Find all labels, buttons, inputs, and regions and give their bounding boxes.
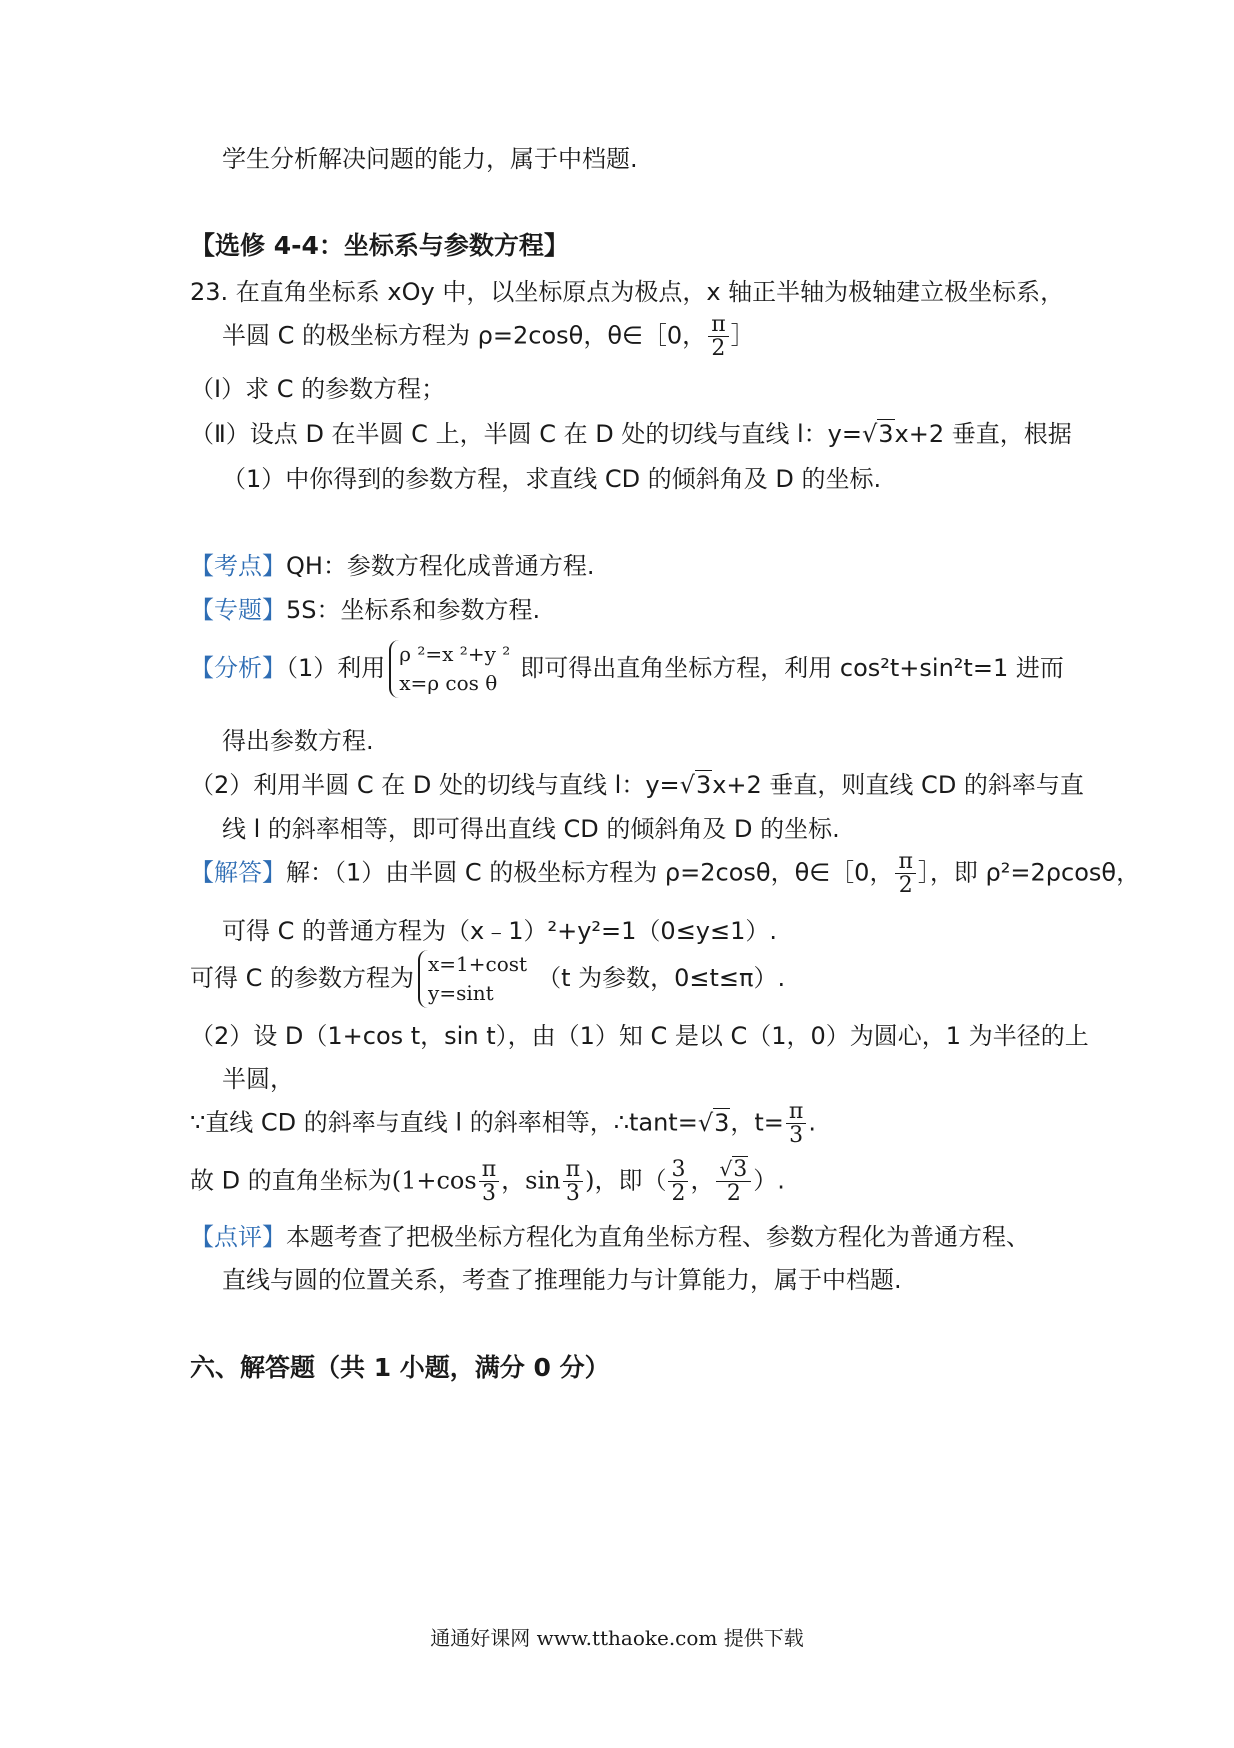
jieda-line-3-text: 可得 C 的参数方程为	[190, 964, 415, 992]
problem-part-2	[190, 420, 1072, 449]
coord-a: (1+cos	[391, 1166, 477, 1195]
jieda-line-6-text: ∵直线 CD 的斜率与直线 l 的斜率相等，∴tant=	[190, 1108, 698, 1137]
jieda-line-3	[190, 950, 785, 1008]
sqrt-3: √3	[861, 420, 894, 448]
problem-line-1: 23. 在直角坐标系 xOy 中，以坐标原点为极点，x 轴正半轴为极轴建立极坐标系，	[190, 278, 1065, 306]
jieda-line-7	[190, 1158, 785, 1205]
pi-over-3-fraction	[479, 1158, 499, 1205]
fraction-numerator: π	[786, 1100, 806, 1124]
fraction-numerator: π	[895, 850, 915, 874]
fraction-denominator: 2	[898, 873, 913, 899]
fenxi-line-4: 线 l 的斜率相等，即可得出直线 CD 的倾斜角及 D 的坐标.	[222, 815, 840, 843]
fraction-denominator: 2	[711, 336, 726, 362]
fraction-numerator	[716, 1158, 751, 1182]
fraction-denominator: 2	[726, 1181, 741, 1207]
problem-part-2-text: （Ⅱ）设点 D 在半圆 C 上，半圆 C 在 D 处的切线与直线 l：y=	[190, 420, 862, 448]
fraction-numerator: 3	[668, 1158, 688, 1182]
fenxi-line-3	[190, 771, 1084, 800]
dianping-line-1	[190, 1223, 1030, 1252]
page-footer: 通通好课网 www.tthaoke.com 提供下载	[430, 1626, 804, 1650]
jieda-line-6	[190, 1100, 816, 1147]
jieda-line-6-mid: ，t=	[730, 1108, 784, 1137]
fraction-denominator: 3	[565, 1181, 580, 1207]
sqrt3-over-2-fraction	[716, 1158, 751, 1205]
system-row-1: x=1+cost	[428, 952, 528, 976]
jieda-line-2: 可得 C 的普通方程为（x﹣1）²+y²=1（0≤y≤1）.	[222, 917, 778, 945]
zhuanti-text: 5S：坐标系和参数方程.	[286, 596, 541, 624]
fenxi-line-3-text: （2）利用半圆 C 在 D 处的切线与直线 l：y=	[190, 771, 680, 799]
fenxi-line-1	[190, 640, 1064, 698]
problem-part-2-tail: x+2 垂直，根据	[894, 420, 1072, 448]
jieda-line-5: 半圆，	[222, 1065, 294, 1093]
coord-b: ，sin	[501, 1166, 561, 1195]
fraction-numerator: π	[479, 1158, 499, 1182]
fenxi-line-3-tail: x+2 垂直，则直线 CD 的斜率与直	[712, 771, 1084, 799]
fraction-denominator: 3	[481, 1181, 496, 1207]
sqrt-3: √3	[697, 1108, 730, 1137]
coord-d: ，即（	[594, 1166, 667, 1195]
sqrt-3: √3	[679, 771, 712, 799]
fraction-numerator: π	[563, 1158, 583, 1182]
jieda-line-7-text: 故 D 的直角坐标为	[190, 1166, 392, 1195]
pi-over-3-fraction	[786, 1100, 806, 1147]
problem-line-2	[222, 313, 755, 360]
problem-part-1: （Ⅰ）求 C 的参数方程；	[190, 375, 446, 403]
kaodian-line	[190, 552, 595, 581]
dianping-line-1-text: 本题考查了把极坐标方程化为直角坐标方程、参数方程化为普通方程、	[286, 1223, 1030, 1251]
zhuanti-tag: 【专题】	[190, 596, 286, 624]
coord-c: )	[585, 1166, 595, 1195]
fenxi-pre: （1）利用	[286, 654, 386, 682]
fraction-denominator: 3	[789, 1123, 804, 1149]
kaodian-text: QH：参数方程化成普通方程.	[286, 552, 595, 580]
system-row-2: x=ρ cos θ	[399, 671, 498, 695]
fraction-denominator: 2	[671, 1181, 686, 1207]
fenxi-line-2: 得出参数方程.	[222, 727, 374, 755]
polar-conversion-system	[389, 640, 516, 698]
fenxi-post: 即可得出直角坐标方程，利用 cos²t+sin²t=1 进而	[520, 654, 1064, 682]
pi-over-2-fraction	[708, 313, 728, 360]
parametric-system	[418, 950, 533, 1008]
zhuanti-line	[190, 596, 540, 625]
sqrt-3: √3	[719, 1157, 748, 1182]
jieda-line-3-tail: （t 为参数，0≤t≤π）.	[537, 964, 786, 992]
problem-line-2-text: 半圆 C 的极坐标方程为 ρ=2cosθ，θ∈［0，	[222, 321, 707, 350]
section-6-title: 六、解答题（共 1 小题，满分 0 分）	[190, 1353, 610, 1382]
problem-line-2-close: ］	[730, 321, 755, 350]
fenxi-tag: 【分析】	[190, 654, 286, 682]
jieda-line-1-text: 解：（1）由半圆 C 的极坐标方程为 ρ=2cosθ，θ∈［0，	[286, 858, 894, 887]
dianping-line-2: 直线与圆的位置关系，考查了推理能力与计算能力，属于中档题.	[222, 1266, 902, 1294]
coord-f: ）.	[753, 1166, 785, 1195]
system-row-2: y=sint	[428, 981, 494, 1005]
jieda-line-1-tail: ］，即 ρ²=2ρcosθ，	[917, 858, 1141, 887]
jieda-tag: 【解答】	[190, 858, 286, 887]
three-halves-fraction	[668, 1158, 688, 1205]
dianping-tag: 【点评】	[190, 1223, 286, 1251]
pi-over-3-fraction	[563, 1158, 583, 1205]
system-row-1: ρ ²=x ²+y ²	[399, 642, 511, 666]
jieda-line-4: （2）设 D（1+cos t，sin t），由（1）知 C 是以 C（1，0）为圆心，1 为半径的上	[190, 1022, 1089, 1050]
coord-e: ，	[690, 1166, 715, 1195]
fraction-numerator: π	[708, 313, 728, 337]
section-title: 【选修 4-4：坐标系与参数方程】	[190, 231, 569, 260]
kaodian-tag: 【考点】	[190, 552, 286, 580]
jieda-line-1	[190, 850, 1140, 897]
problem-part-2-line-2: （1）中你得到的参数方程，求直线 CD 的倾斜角及 D 的坐标.	[222, 465, 882, 493]
pi-over-2-fraction	[895, 850, 915, 897]
intro-text: 学生分析解决问题的能力，属于中档题.	[222, 145, 638, 173]
jieda-line-6-tail: .	[808, 1108, 817, 1137]
